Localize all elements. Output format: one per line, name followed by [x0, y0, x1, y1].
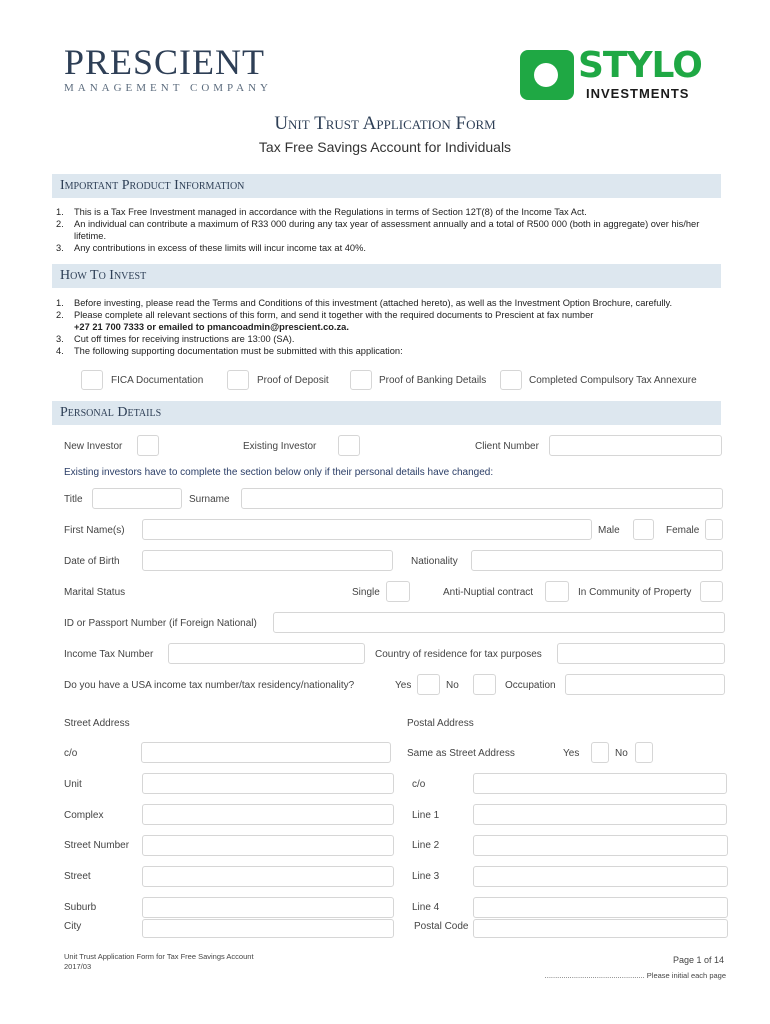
street-co-label: c/o [64, 748, 78, 759]
complex-label: Complex [64, 810, 104, 821]
proof-of-deposit-label: Proof of Deposit [257, 375, 329, 386]
section-how-title: How To Invest [60, 268, 147, 283]
suburb-label: Suburb [64, 902, 97, 913]
page-number: Page 1 of 14 [672, 955, 724, 965]
line1-label: Line 1 [412, 810, 440, 821]
male-label: Male [598, 525, 620, 536]
community-checkbox[interactable] [700, 581, 723, 602]
section-personal-title: Personal Details [60, 405, 162, 420]
proof-of-banking-checkbox[interactable] [350, 370, 372, 390]
section-personal-header [52, 401, 721, 425]
existing-investor-checkbox[interactable] [338, 435, 360, 456]
surname-label: Surname [189, 494, 230, 505]
usa-yes-label: Yes [395, 680, 412, 691]
street-number-label: Street Number [64, 840, 130, 851]
line4-label: Line 4 [412, 902, 440, 913]
anc-checkbox[interactable] [545, 581, 569, 602]
postal-code-label: Postal Code [414, 921, 469, 932]
tax-annexure-label: Completed Compulsory Tax Annexure [529, 375, 697, 386]
how-list [52, 297, 724, 357]
single-checkbox[interactable] [386, 581, 410, 602]
line2-label: Line 2 [412, 840, 440, 851]
section-how-header [52, 264, 721, 288]
street-co-field[interactable] [141, 742, 391, 763]
usa-tax-label: Do you have a USA income tax number/tax residency/nationality? [64, 680, 355, 691]
client-number-label: Client Number [475, 441, 539, 452]
form-subtitle: Tax Free Savings Account for Individuals [258, 139, 512, 155]
postal-co-field[interactable] [473, 773, 727, 794]
community-label: In Community of Property [578, 587, 692, 598]
list-item: 4. The following supporting documentation must be submitted with this application: [56, 346, 403, 356]
stylo-logo-subtext: INVESTMENTS [586, 86, 690, 101]
prescient-logo-subtext: MANAGEMENT COMPANY [64, 82, 272, 94]
line3-field[interactable] [473, 866, 728, 887]
complex-field[interactable] [142, 804, 394, 825]
male-checkbox[interactable] [633, 519, 654, 540]
fica-label: FICA Documentation [111, 375, 204, 386]
title-field[interactable] [92, 488, 182, 509]
female-label: Female [666, 525, 700, 536]
city-label: City [64, 921, 82, 932]
client-number-field[interactable] [549, 435, 722, 456]
first-names-label: First Name(s) [64, 525, 125, 536]
usa-no-checkbox[interactable] [473, 674, 496, 695]
prescient-logo-text: PRESCIENT [64, 42, 266, 82]
line1-field[interactable] [473, 804, 727, 825]
city-field[interactable] [142, 919, 394, 938]
proof-of-deposit-checkbox[interactable] [227, 370, 249, 390]
single-label: Single [352, 587, 380, 598]
country-tax-field[interactable] [557, 643, 725, 664]
proof-of-banking-label: Proof of Banking Details [379, 375, 487, 386]
street-address-heading: Street Address [64, 718, 130, 729]
footer-date: 2017/03 [64, 962, 92, 971]
dob-label: Date of Birth [64, 556, 120, 567]
tax-annexure-checkbox[interactable] [500, 370, 522, 390]
nationality-label: Nationality [411, 556, 458, 567]
list-item: 3. Any contributions in excess of these limits will incur income tax at 40%. [56, 243, 366, 253]
title-label: Title [64, 494, 83, 505]
suburb-field[interactable] [142, 897, 394, 918]
same-as-yes-checkbox[interactable] [591, 742, 609, 763]
existing-investor-label: Existing Investor [243, 441, 317, 452]
same-as-no-label: No [615, 748, 628, 759]
stylo-logo [520, 46, 716, 102]
surname-field[interactable] [241, 488, 723, 509]
id-label: ID or Passport Number (if Foreign National) [64, 618, 257, 629]
important-list [52, 206, 724, 254]
income-tax-field[interactable] [168, 643, 365, 664]
postal-co-label: c/o [412, 779, 426, 790]
unit-label: Unit [64, 779, 82, 790]
line3-label: Line 3 [412, 871, 440, 882]
list-item [52, 321, 724, 333]
new-investor-label: New Investor [64, 441, 123, 452]
list-item: 2. Please complete all relevant sections of this form, and send it together with the required documents to Prescient at fax number [56, 310, 594, 320]
first-names-field[interactable] [142, 519, 592, 540]
list-item: 1. Before investing, please read the Terms and Conditions of this investment (attached hereto), as well as the Investment Option Brochure, carefully. [56, 298, 673, 308]
country-tax-label: Country of residence for tax purposes [375, 649, 542, 660]
new-investor-checkbox[interactable] [137, 435, 159, 456]
stylo-logo-text: STYLO [578, 45, 702, 86]
list-item: 3. Cut off times for receiving instructions are 13:00 (SA). [56, 334, 295, 344]
usa-no-label: No [446, 680, 459, 691]
income-tax-label: Income Tax Number [64, 649, 154, 660]
usa-yes-checkbox[interactable] [417, 674, 440, 695]
section-important-header [52, 174, 721, 198]
street-label: Street [64, 871, 91, 882]
id-field[interactable] [273, 612, 725, 633]
prescient-logo [64, 44, 272, 94]
fica-checkbox[interactable] [81, 370, 103, 390]
dob-field[interactable] [142, 550, 393, 571]
line4-field[interactable] [473, 897, 728, 918]
fax-email-line[interactable]: +27 21 700 7333 or emailed to pmancoadmin@prescient.co.za. [74, 322, 349, 332]
occupation-label: Occupation [505, 680, 556, 691]
unit-field[interactable] [142, 773, 394, 794]
occupation-field[interactable] [565, 674, 725, 695]
street-field[interactable] [142, 866, 394, 887]
initial-note: ................................................ Please initial each page [544, 971, 726, 980]
line2-field[interactable] [473, 835, 728, 856]
form-title: Unit Trust Application Form [274, 113, 496, 134]
footer-form-name: Unit Trust Application Form for Tax Free Savings Account [64, 952, 254, 961]
postal-code-field[interactable] [473, 919, 728, 938]
existing-investor-note: Existing investors have to complete the section below only if their personal details have changed: [64, 467, 494, 478]
nationality-field[interactable] [471, 550, 723, 571]
same-as-street-label: Same as Street Address [407, 748, 515, 759]
female-checkbox[interactable] [705, 519, 723, 540]
postal-address-heading: Postal Address [407, 718, 474, 729]
same-as-no-checkbox[interactable] [635, 742, 653, 763]
list-item: 1. This is a Tax Free Investment managed in accordance with the Regulations in terms of Section 12T(8) of the Income Tax Act. [56, 207, 587, 217]
anc-label: Anti-Nuptial contract [443, 587, 534, 598]
same-as-yes-label: Yes [563, 748, 580, 759]
list-item: 2. An individual can contribute a maximum of R33 000 during any tax year of assessment annually and a total of R500 000 (both in aggregate) over his/her lifetime. [56, 219, 700, 241]
street-number-field[interactable] [142, 835, 394, 856]
marital-status-label: Marital Status [64, 587, 126, 598]
section-important-title: Important Product Information [60, 178, 245, 193]
stylo-logo-mark-icon [520, 50, 574, 100]
